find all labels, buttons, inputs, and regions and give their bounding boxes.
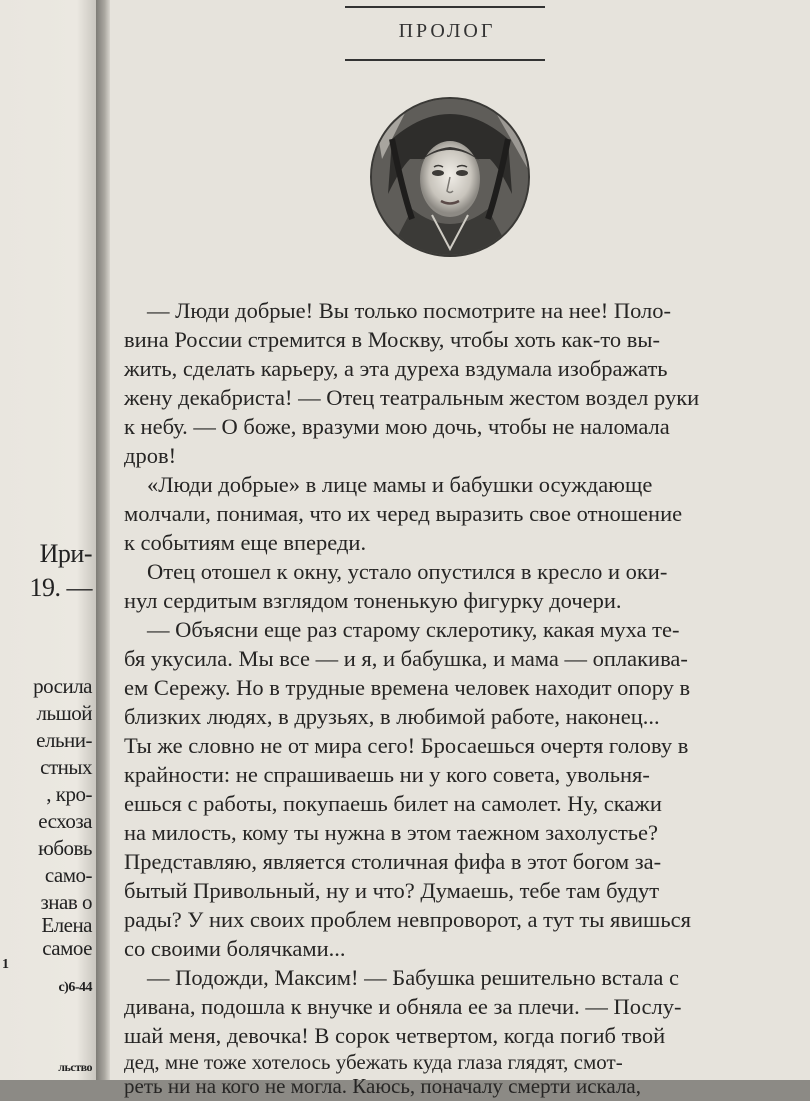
left-fragment: Елена xyxy=(41,913,92,937)
portrait-medallion-icon xyxy=(370,97,530,257)
left-fragment: есхоза xyxy=(38,809,92,833)
left-page xyxy=(0,0,96,1080)
text-line: «Люди добрые» в лице мамы и бабушки осуждающе xyxy=(147,472,653,497)
text-line: дров! xyxy=(124,443,177,468)
text-line: вина России стремится в Москву, чтобы хоть как-то вы- xyxy=(124,327,660,352)
text-line: бя укусила. Мы все — и я, и бабушка, и мама — оплакива- xyxy=(124,646,688,671)
left-fragment: , кро- xyxy=(46,782,92,806)
left-fragment: льшой xyxy=(36,701,92,725)
text-line: рады? У них своих проблем невпроворот, а тут ты явишься xyxy=(124,907,691,932)
left-fragment: росила xyxy=(33,674,92,698)
text-line: Отец отошел к окну, устало опустился в кресло и оки- xyxy=(147,559,668,584)
text-line: близких людях, в друзьях, в любимой работе, наконец... xyxy=(124,704,660,729)
left-fragment: знав о xyxy=(40,890,92,914)
text-line: нул сердитым взглядом тоненькую фигурку дочери. xyxy=(124,588,622,613)
left-fragment: льство xyxy=(58,1060,92,1074)
top-rule xyxy=(345,6,545,8)
text-line: к событиям еще впереди. xyxy=(124,530,367,555)
text-line: молчали, понимая, что их черед выразить свое отношение xyxy=(124,501,683,526)
text-line: шай меня, девочка! В сорок четвертом, когда погиб твой xyxy=(124,1023,666,1048)
left-fragment: Ири- xyxy=(39,539,92,568)
left-fragment: юбовь xyxy=(38,836,92,860)
left-fragment: стных xyxy=(40,755,92,779)
text-line: Представляю, является столичная фифа в этот богом за- xyxy=(124,849,662,874)
text-line: крайности: не спрашиваешь ни у кого совета, увольня- xyxy=(124,762,650,787)
text-line: на милость, кому ты нужна в этом таежном захолустье? xyxy=(124,820,659,845)
left-fragment: 1 xyxy=(2,957,9,972)
text-line: реть ни на кого не могла. Каюсь, поначалу смерти искала, xyxy=(124,1074,641,1098)
text-line: ем Сережу. Но в трудные времена человек находит опору в xyxy=(124,675,691,700)
book-gutter xyxy=(96,0,110,1080)
text-line: — Люди добрые! Вы только посмотрите на нее! Поло- xyxy=(147,298,672,323)
left-fragment: ельни- xyxy=(36,728,92,752)
chapter-title: ПРОЛОГ xyxy=(398,20,496,42)
left-fragment: 19. — xyxy=(29,573,92,602)
text-line: к небу. — О боже, вразуми мою дочь, чтобы не наломала xyxy=(124,414,670,439)
text-line: ешься с работы, покупаешь билет на самолет. Ну, скажи xyxy=(124,791,662,816)
text-line: дед, мне тоже хотелось убежать куда глаза глядят, смот- xyxy=(124,1050,623,1074)
text-line: бытый Привольный, ну и что? Думаешь, тебе там будут xyxy=(124,878,660,903)
text-line: жену декабриста! — Отец театральным жестом воздел руки xyxy=(124,385,700,410)
left-fragment: самое xyxy=(42,936,92,960)
text-line: дивана, подошла к внучке и обняла ее за плечи. — Послу- xyxy=(124,994,682,1019)
text-line: Ты же словно не от мира сего! Бросаешься очертя голову в xyxy=(124,733,689,758)
text-line: жить, сделать карьеру, а эта дуреха вздумала изображать xyxy=(124,356,668,381)
left-fragment: с)6-44 xyxy=(58,980,92,995)
left-fragment: само- xyxy=(44,863,92,887)
bottom-rule xyxy=(345,59,545,61)
text-line: — Объясни еще раз старому склеротику, какая муха те- xyxy=(147,617,680,642)
text-line: — Подожди, Максим! — Бабушка решительно встала с xyxy=(147,965,679,990)
text-line: со своими болячками... xyxy=(124,936,346,961)
